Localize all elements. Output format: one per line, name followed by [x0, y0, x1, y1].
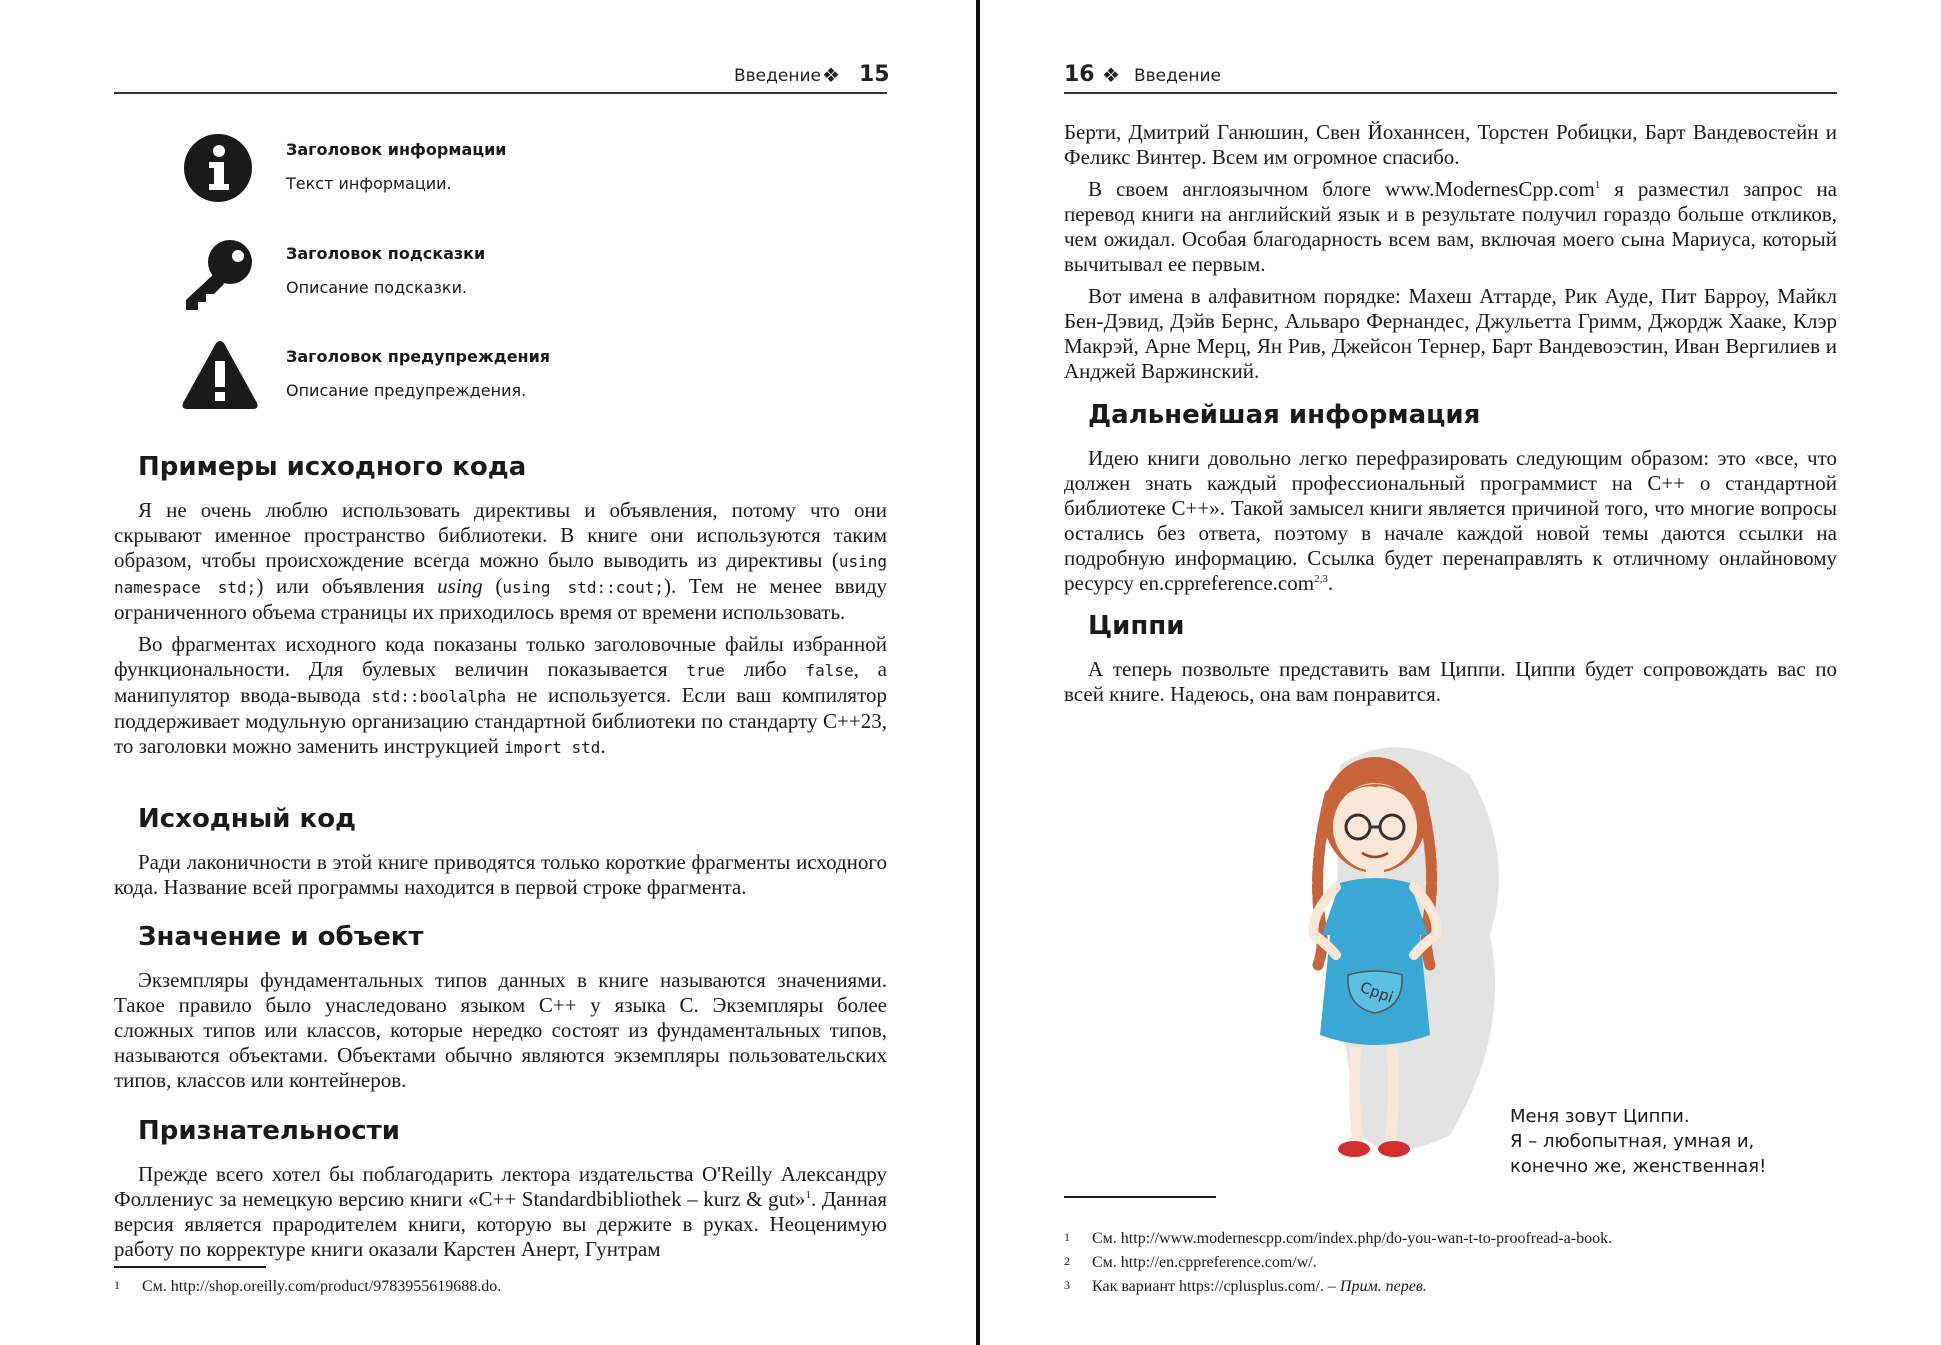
footnote	[114, 1278, 501, 1296]
acknowledgments-continued	[1064, 120, 1837, 384]
caption-line: Меня зовут Циппи.	[1510, 1106, 1690, 1127]
footnote	[1064, 1254, 1317, 1272]
header-section-title: Введение	[734, 66, 821, 86]
paragraph: Экземпляры фундаментальных типов данных в книге называются значениями. Такое правило было унаследовано языком C++ у языка C. Экземпляры более сложных типов или классов, которые нередко состоят из фундаментальных типов, называются объектами. Объектами обычно являются экземпляры пользовательских типов, классов или контейнеров.	[114, 968, 887, 1092]
cippi-caption	[1510, 1104, 1766, 1179]
footnote-text: Как вариант https://cplusplus.com/. –	[1092, 1278, 1340, 1295]
section-heading: Дальнейшая информация	[1088, 400, 1481, 430]
section-value-object	[114, 922, 887, 1093]
section-heading: Значение и объект	[138, 922, 424, 952]
footnote-number: 2	[1064, 1254, 1070, 1268]
inline-code: using std::cout;	[502, 578, 664, 597]
inline-code: false	[805, 661, 854, 680]
section-cippi	[1064, 611, 1837, 707]
warning-box-title: Заголовок предупреждения	[286, 347, 551, 366]
caption-line: конечно же, женственная!	[1510, 1156, 1767, 1177]
section-acknowledgments	[114, 1116, 887, 1262]
inline-code: std::boolalpha	[371, 687, 507, 706]
inline-code: import std	[504, 738, 601, 757]
warning-box	[180, 337, 680, 427]
paragraph: Берти, Дмитрий Ганюшин, Свен Йоханнсен, Торстен Робицки, Барт Вандевостейн и Феликс Винтер. Всем им огромное спасибо.	[1064, 120, 1837, 169]
paragraph: Идею книги довольно легко перефразировать следующим образом: это «все, что должен знать каждый профессиональный программист на C++ о стандартной библиотеке C++». Такой замысел книги является причиной того, что многие вопросы остались без ответа, поэтому в начале каждой новой темы даются ссылки на подробную информацию. Ссылка будет перенаправлять к отличному онлайновому ресурсу en.cppreference.com$^{2,3}$.	[1064, 446, 1837, 595]
section-heading: Признательности	[138, 1116, 400, 1146]
warning-box-text: Описание предупреждения.	[286, 381, 527, 400]
paragraph: Ради лаконичности в этой книге приводятся только короткие фрагменты исходного кода. Название всей программы находится в первой строке фрагмента.	[114, 850, 887, 899]
footnote-rule	[1064, 1196, 1216, 1198]
footnote	[1064, 1230, 1612, 1248]
section-source-code	[114, 804, 887, 900]
info-box-title: Заголовок информации	[286, 140, 507, 159]
caption-line: Я – любопытная, умная и,	[1510, 1131, 1755, 1152]
header-section-title: Введение	[1134, 66, 1221, 86]
apron-text: Cppi	[1357, 978, 1396, 1007]
footnote-number: 3	[1064, 1278, 1070, 1292]
page-gutter	[976, 0, 980, 1345]
tip-box-text: Описание подсказки.	[286, 278, 468, 297]
section-heading: Циппи	[1088, 611, 1185, 641]
footnote-emphasis: Прим. перев.	[1339, 1278, 1427, 1295]
paragraph: Вот имена в алфавитном порядке: Махеш Аттарде, Рик Ауде, Пит Барроу, Майкл Бен-Дэвид, Дэйв Бернс, Альваро Фернандес, Джульетта Гримм, Джордж Хааке, Клэр Макрэй, Арне Мерц, Ян Рив, Джейсон Тернер, Барт Вандевоэстин, Иван Вергилиев и Анджей Варжинский.	[1064, 284, 1837, 383]
footnote-text: См. http://shop.oreilly.com/product/9783955619688.do.	[142, 1278, 502, 1295]
warning-icon	[180, 337, 256, 413]
info-icon	[180, 130, 256, 206]
inline-code: true	[686, 661, 725, 680]
section-code-examples	[114, 452, 887, 760]
footnote	[1064, 1278, 1427, 1296]
info-box	[180, 130, 680, 220]
footnote-ref: 2,3	[1314, 573, 1328, 585]
running-header	[1064, 60, 1837, 94]
paragraph: А теперь позвольте представить вам Циппи. Циппи будет сопровождать вас по всей книге. Надеюсь, она вам понравится.	[1064, 657, 1837, 706]
inline-code: using namespace std;	[114, 552, 887, 597]
footnote-ref: 1	[805, 1189, 812, 1201]
footnote-number: 1	[1064, 1230, 1070, 1244]
page-number: 16	[1064, 62, 1095, 87]
tip-box-title: Заголовок подсказки	[286, 244, 486, 263]
page-number: 15	[859, 62, 890, 87]
section-heading: Примеры исходного кода	[138, 452, 527, 482]
footnote-number: 1	[114, 1278, 120, 1292]
info-box-text: Текст информации.	[286, 174, 452, 193]
key-icon	[180, 234, 256, 310]
running-header	[114, 60, 890, 94]
header-ornament-icon: ❖	[822, 63, 840, 87]
section-further-info	[1064, 400, 1837, 596]
footnote-text: См. http://en.cppreference.com/w/.	[1092, 1254, 1317, 1271]
cippi-illustration	[1270, 735, 1520, 1175]
paragraph: Во фрагментах исходного кода показаны только заголовочные файлы избранной функциональности. Для булевых величин показывается true либо false, а манипулятор ввода-вывода std::boolalpha не используется. Если ваш компилятор поддерживает модульную организацию стандартной библиотеки по стандарту C++23, то заголовки можно заменить инструкцией import std.	[114, 632, 888, 758]
paragraph: Я не очень люблю использовать директивы и объявления, потому что они скрывают именное пространство библиотеки. В книге они используются таким образом, чтобы происхождение всегда можно было выводить из директивы (using namespace std;) или объявления using (using std::cout;). Тем не менее ввиду ограниченного объема страницы их приходилось время от времени использовать.	[114, 498, 888, 624]
paragraph: Прежде всего хотел бы поблагодарить лектора издательства O'Reilly Александру Фоллениус за немецкую версию книги «C++ Standardbibliothek – kurz & gut»$^1$. Данная версия является прародителем книги, которую вы держите в руках. Неоценимую работу по корректуре книги оказали Карстен Анерт, Гунтрам	[114, 1162, 887, 1261]
paragraph: В своем англоязычном блоге www.ModernesCpp.com$^1$ я разместил запрос на перевод книги на английский язык и в результате получил гораздо больше откликов, чем ожидал. Особая благодарность всем вам, включая моего сына Мариуса, который вычитывал ее первым.	[1064, 177, 1838, 276]
header-ornament-icon: ❖	[1102, 63, 1120, 87]
tip-box	[180, 234, 680, 324]
section-heading: Исходный код	[138, 804, 357, 834]
footnote-text: См. http://www.modernescpp.com/index.php/do-you-wan-t-to-proofread-a-book.	[1092, 1230, 1613, 1247]
footnote-rule	[114, 1266, 266, 1268]
footnote-ref: 1	[1594, 179, 1601, 191]
